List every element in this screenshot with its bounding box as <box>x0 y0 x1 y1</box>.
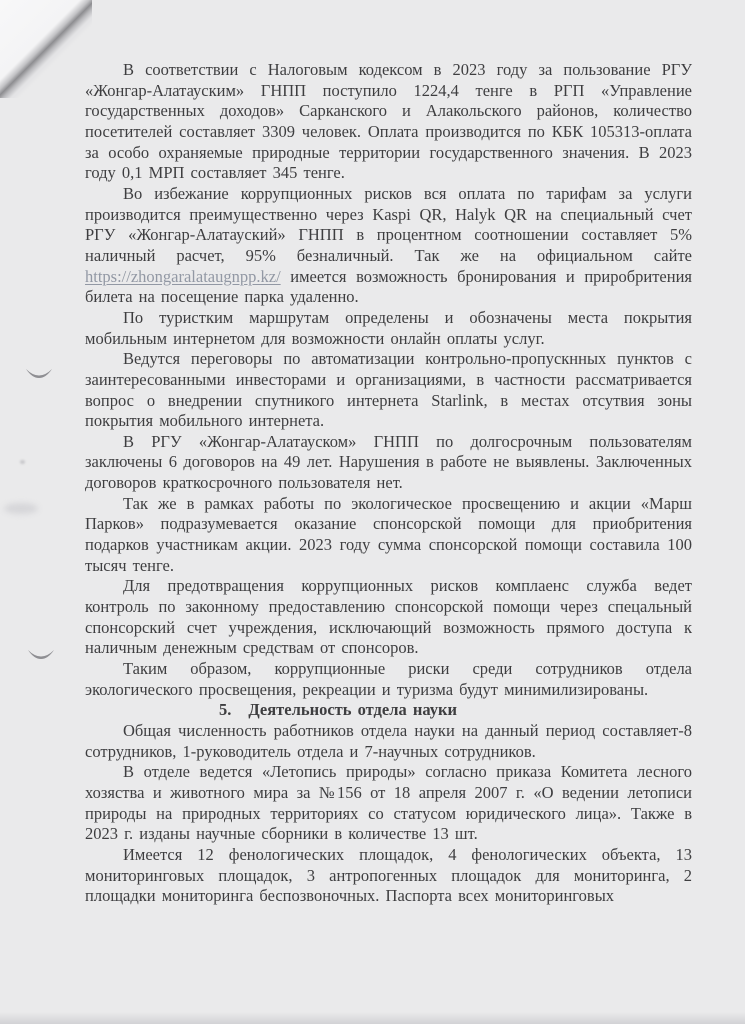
scan-edge-shadow <box>0 1012 745 1024</box>
paragraph-tax-code-payment: В соответствии с Налоговым кодексом в 2023 году за пользование РГУ «Жонгар-Алатауским» ГНПП поступило 1224,4 тенге в РГП «Управление государственных доходов» Сарканского и Алакольского районов, количество посетителей составляет 3309 человек. Оплата производится по КБК 105313-оплата за особо охраняемые природные территории государственного значения. В 2023 году 0,1 МРП составляет 345 тенге. <box>85 60 692 183</box>
paragraph-risk-minimization: Таким образом, коррупционные риски среди сотрудников отдела экологического просвещения, рекреации и туризма будут минимилизированы. <box>85 659 692 699</box>
paragraph-staff-count: Общая численность работников отдела науки на данный период составляет-8 сотрудников, 1-руководитель отдела и 7-научных сотрудников. <box>85 721 692 761</box>
paragraph-payment-methods <box>85 184 692 308</box>
paragraph-checkpoint-automation: Ведутся переговоры по автоматизации контрольно-пропускнных пунктов с заинтересованными инвесторами и организациями, в частности рассматривается вопрос о внедрении спутникого интернета Starlink, в местах отсутвия зоны покрытия мобильного интернета. <box>85 349 692 431</box>
section-heading-science-department <box>85 700 692 721</box>
paragraph-payment-methods-text: Во избежание коррупционных рисков вся оплата по тарифам за услуги производится преимущественно через Kaspi QR, Halyk QR на специальный счет РГУ «Жонгар-Алатауский» ГНПП в процентном соотношении составляет 5% наличный расчет, 95% безналичный. Так же на официальном сайте <box>85 183 692 265</box>
binder-hole-shadow-bottom <box>27 648 55 661</box>
paragraph-monitoring-sites: Имеется 12 фенологических площадок, 4 фенологических объекта, 13 мониторинговых площадок, 3 антропогенных площадок для мониторинга, 2 площадки мониторинга беспозвоночных. Паспорта всех мониторинговых <box>85 844 692 906</box>
paragraph-sponsorship-aid: Так же в рамках работы по экологическое просвещению и акции «Марш Парков» подразумевается оказание спонсорской помощи для приобритения подарков участникам акции. 2023 году сумма спонсорской помощи составила 100 тысяч тенге. <box>85 493 692 575</box>
page-corner-fold <box>0 0 92 98</box>
scan-smudge <box>4 503 38 514</box>
paragraph-tourist-routes: По туристким маршрутам определены и обозначены места покрытия мобильным интернетом для возможности онлайн оплаты услуг. <box>85 307 692 348</box>
paragraph-compliance-control: Для предотвращения коррупционных рисков комплаенс служба ведет контроль по законному предоставлению спонсорской помощи через спецальный спонсорский счет учреждения, исключающий возможность прямого доступа к наличным денежным средствам от спонсоров. <box>85 576 692 658</box>
scan-speck <box>20 460 25 464</box>
paragraph-longterm-contracts: В РГУ «Жонгар-Алатауском» ГНПП по долгосрочным пользователям заключены 6 договоров на 49 лет. Нарушения в работе не выявлены. Заключенных договоров краткосрочного пользователя нет. <box>85 431 692 493</box>
park-website-link[interactable]: https://zhongaralataugnpp.kz/ <box>85 266 281 286</box>
binder-hole-shadow-top <box>25 367 53 380</box>
paragraph-payment-methods-tail: имеется возможность бронирования и приробритения билета на посещение парка удаленно. <box>85 266 692 307</box>
section-title: Деятельность отдела науки <box>248 700 458 720</box>
paragraph-nature-chronicle: В отделе ведется «Летопись природы» согласно приказа Комитета лесного хозяства и животного мира за №156 от 18 апреля 2007 г. «О ведении летописи природы на природных территориях со статусом юридического лица». Также в 2023 г. изданы научные сборники в количестве 13 шт. <box>85 762 692 844</box>
document-content <box>85 60 692 907</box>
section-number: 5. <box>219 700 232 720</box>
